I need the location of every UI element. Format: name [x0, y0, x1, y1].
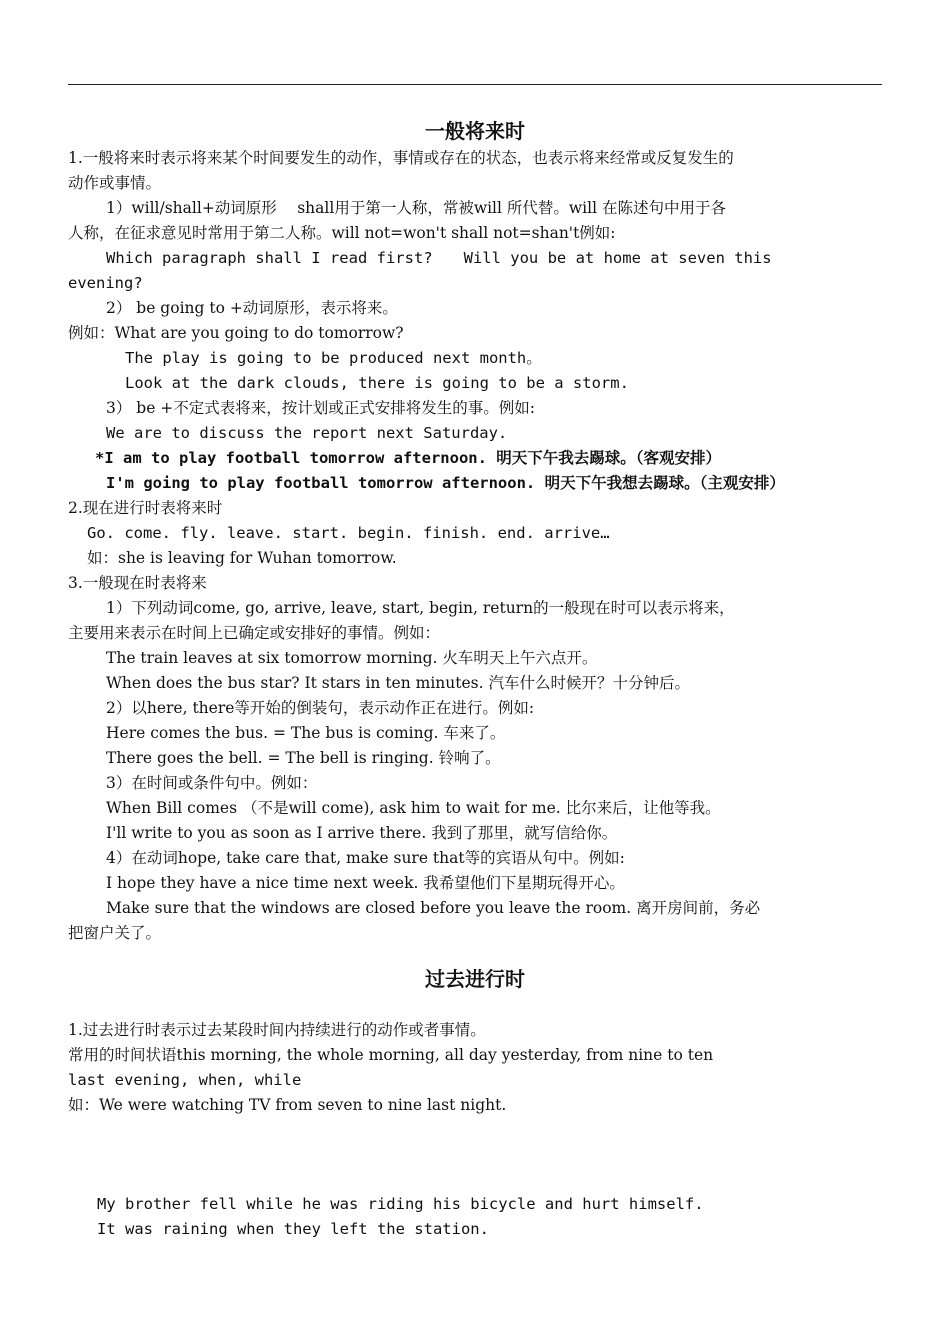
example-line: It was raining when they left the station. [97, 1220, 489, 1238]
example-line: Here comes the bus. = The bus is coming. 车来了。 [106, 724, 506, 742]
section-subheading: 2.现在进行时表将来时 [68, 499, 223, 517]
text-line: 人称，在征求意见时常用于第二人称。will not=won't shall not=shan't例如: [68, 224, 616, 242]
text-line: 常用的时间状语this morning, the whole morning, all day yesterday, from nine to ten [68, 1046, 714, 1064]
text-line: 动作或事情。 [68, 174, 162, 192]
text-line: 4）在动词hope, take care that, make sure that等的宾语从句中。例如: [106, 849, 625, 867]
text-line: 2） be going to +动词原形，表示将来。 [106, 299, 398, 317]
example-line: Which paragraph shall I read first? Will you be at home at seven this [106, 249, 772, 267]
text-line: 3）在时间或条件句中。例如： [106, 774, 318, 792]
bold-example-line: *I am to play football tomorrow afternoon. 明天下午我去踢球。（客观安排） [95, 449, 722, 467]
text-line: 1.过去进行时表示过去某段时间内持续进行的动作或者事情。 [68, 1021, 486, 1039]
text-line: 2）以here, there等开始的倒装句，表示动作正在进行。例如: [106, 699, 535, 717]
example-line: When Bill comes （不是will come), ask him to wait for me. 比尔来后，让他等我。 [106, 799, 721, 817]
heading-future-tense: 一般将来时 [425, 119, 525, 143]
section-subheading: 3.一般现在时表将来 [68, 574, 207, 592]
header-rule [68, 84, 882, 85]
text-line: 主要用来表示在时间上已确定或安排好的事情。例如： [68, 624, 441, 642]
example-line: I'll write to you as soon as I arrive there. 我到了那里，就写信给你。 [106, 824, 618, 842]
example-line: The train leaves at six tomorrow morning. 火车明天上午六点开。 [106, 649, 598, 667]
text-line: last evening, when, while [68, 1071, 302, 1089]
example-line: 如：she is leaving for Wuhan tomorrow. [87, 549, 397, 567]
example-line: We are to discuss the report next Saturday. [106, 424, 508, 442]
text-line: 例如：What are you going to do tomorrow? [68, 324, 404, 342]
text-line: 1）will/shall+动词原形 shall用于第一人称，常被will 所代替。will 在陈述句中用于各 [106, 199, 726, 217]
example-line: My brother fell while he was riding his bicycle and hurt himself. [97, 1195, 704, 1213]
example-line: Go. come. fly. leave. start. begin. finish. end. arrive… [87, 524, 610, 542]
example-line: There goes the bell. = The bell is ringing. 铃响了。 [106, 749, 501, 767]
example-line: evening? [68, 274, 143, 292]
text-line: 3） be +不定式表将来，按计划或正式安排将发生的事。例如: [106, 399, 536, 417]
example-line: I hope they have a nice time next week. 我希望他们下星期玩得开心。 [106, 874, 625, 892]
text-line: 把窗户关了。 [68, 924, 162, 942]
example-line: When does the bus star? It stars in ten minutes. 汽车什么时候开？十分钟后。 [106, 674, 690, 692]
text-line: 1.一般将来时表示将来某个时间要发生的动作，事情或存在的状态，也表示将来经常或反复发生的 [68, 149, 734, 167]
example-line: Make sure that the windows are closed before you leave the room. 离开房间前，务必 [106, 899, 761, 917]
example-line: The play is going to be produced next month。 [125, 349, 542, 367]
text-line: 1）下列动词come, go, arrive, leave, start, begin, return的一般现在时可以表示将来， [106, 599, 735, 617]
bold-example-line: I'm going to play football tomorrow afternoon. 明天下午我想去踢球。（主观安排） [106, 474, 785, 492]
heading-past-continuous: 过去进行时 [425, 967, 525, 991]
example-line: 如：We were watching TV from seven to nine last night. [68, 1096, 507, 1114]
example-line: Look at the dark clouds, there is going to be a storm. [125, 374, 629, 392]
